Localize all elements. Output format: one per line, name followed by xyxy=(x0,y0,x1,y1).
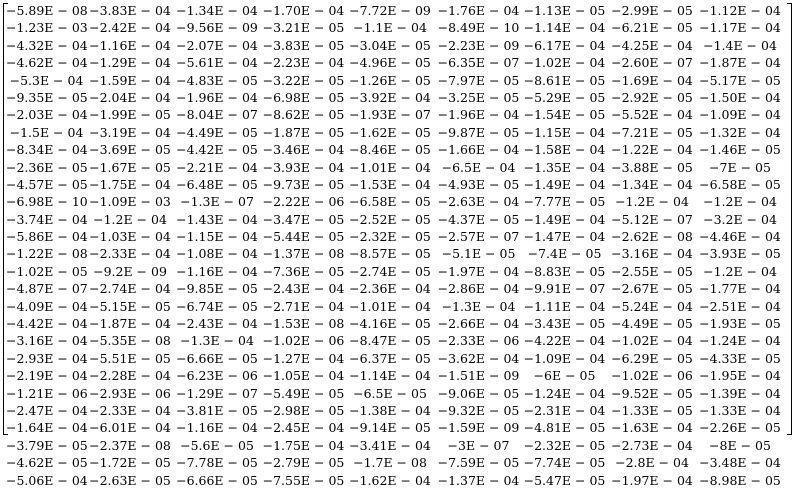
matrix-cell: −1.76E − 04 xyxy=(437,3,520,18)
matrix-cell: −3.43E − 05 xyxy=(523,316,606,332)
matrix-cell: −1.16E − 04 xyxy=(176,263,258,279)
matrix-cell: −6.98E − 05 xyxy=(262,89,345,105)
matrix-cell: −4.42E − 04 xyxy=(6,316,88,332)
matrix-cell: −1.09E − 04 xyxy=(699,107,781,123)
matrix-cell: −6.74E − 05 xyxy=(176,298,258,314)
matrix-cell: −3.16E − 04 xyxy=(6,333,88,349)
matrix-cell: −6.23E − 06 xyxy=(176,368,258,384)
matrix-cell: −3.21E − 05 xyxy=(262,20,345,36)
matrix-cell: −7.74E − 05 xyxy=(523,455,606,471)
matrix-cell: −2.63E − 05 xyxy=(89,472,171,488)
matrix-cell: −4.49E − 05 xyxy=(176,124,258,140)
matrix-cell: −7.55E − 05 xyxy=(262,472,345,488)
matrix-cell: −1.39E − 04 xyxy=(699,385,781,401)
matrix-cell: −2.37E − 08 xyxy=(89,437,171,453)
matrix-cell: −1.87E − 04 xyxy=(89,316,171,332)
matrix-cell: −5.12E − 07 xyxy=(611,211,693,227)
matrix-cell: −6E − 05 xyxy=(533,368,596,384)
matrix-cell: −2.36E − 05 xyxy=(6,159,88,175)
matrix-cell: −2.33E − 04 xyxy=(89,246,171,262)
matrix-cell: −2.86E − 04 xyxy=(437,281,520,297)
matrix-cell: −5.6E − 05 xyxy=(180,437,254,453)
matrix-cell: −4.37E − 05 xyxy=(437,211,520,227)
matrix-cell: −4.83E − 05 xyxy=(176,72,258,88)
matrix-cell: −1.3E − 04 xyxy=(180,333,254,349)
matrix-cell: −1.34E − 04 xyxy=(611,176,693,192)
matrix-cell: −1.02E − 06 xyxy=(262,333,345,349)
matrix-cell: −9.56E − 09 xyxy=(176,20,258,36)
matrix-cell: −4.33E − 05 xyxy=(699,350,781,366)
matrix-cell: −1.29E − 07 xyxy=(176,385,258,401)
matrix-cell: −1.93E − 05 xyxy=(699,316,781,332)
matrix-cell: −8.47E − 05 xyxy=(349,333,431,349)
matrix-cell: −5.44E − 05 xyxy=(262,229,345,245)
matrix-cell: −1.01E − 04 xyxy=(349,298,431,314)
matrix-cell: −5.1E − 05 xyxy=(441,246,516,262)
matrix-cell: −1.70E − 04 xyxy=(262,3,345,18)
matrix-cell: −2.36E − 04 xyxy=(349,281,431,297)
matrix-cell: −9.2E − 09 xyxy=(93,263,167,279)
matrix-grid xyxy=(6,2,792,489)
matrix-cell: −2.03E − 04 xyxy=(6,107,88,123)
matrix-cell: −1.33E − 04 xyxy=(699,402,781,418)
matrix-cell: −2.92E − 05 xyxy=(611,89,693,105)
matrix-cell: −4.22E − 04 xyxy=(523,333,606,349)
matrix-cell: −3.74E − 04 xyxy=(6,211,88,227)
matrix-cell: −3.69E − 05 xyxy=(89,142,171,158)
matrix-cell: −2.74E − 05 xyxy=(349,263,431,279)
matrix-cell: −1.2E − 04 xyxy=(703,263,777,279)
matrix-cell: −8.34E − 04 xyxy=(6,142,88,158)
matrix-cell: −5.51E − 05 xyxy=(89,350,171,366)
matrix-cell: −1.01E − 04 xyxy=(349,159,431,175)
matrix-cell: −5.86E − 04 xyxy=(6,229,88,245)
matrix-cell: −1.29E − 04 xyxy=(89,55,171,71)
matrix-cell: −2.33E − 06 xyxy=(437,333,520,349)
matrix-cell: −1.46E − 05 xyxy=(699,142,781,158)
matrix-cell: −3.92E − 04 xyxy=(349,89,431,105)
matrix-cell: −7.72E − 09 xyxy=(349,3,431,18)
matrix-cell: −1.15E − 04 xyxy=(523,124,606,140)
matrix-cell: −3.22E − 05 xyxy=(262,72,345,88)
matrix-cell: −2.23E − 04 xyxy=(262,55,345,71)
matrix-cell: −3.16E − 04 xyxy=(611,246,693,262)
matrix-cell: −3.04E − 05 xyxy=(349,37,431,53)
matrix-cell: −1.2E − 04 xyxy=(703,194,777,210)
matrix-cell: −5.06E − 04 xyxy=(6,472,88,488)
matrix-cell: −3.2E − 04 xyxy=(703,211,777,227)
matrix-cell: −1.87E − 05 xyxy=(262,124,345,140)
matrix-cell: −2.71E − 04 xyxy=(262,298,345,314)
matrix-cell: −8.83E − 05 xyxy=(523,263,606,279)
matrix-cell: −3.19E − 04 xyxy=(89,124,171,140)
matrix-cell: −9.73E − 05 xyxy=(262,176,345,192)
matrix-cell: −4.09E − 04 xyxy=(6,298,88,314)
matrix-cell: −3.48E − 04 xyxy=(699,455,781,471)
matrix-cell: −5.3E − 04 xyxy=(9,72,84,88)
matrix-cell: −5.17E − 05 xyxy=(699,72,781,88)
matrix-cell: −6.17E − 04 xyxy=(523,37,606,53)
matrix-cell: −1.51E − 09 xyxy=(437,368,520,384)
matrix-cell: −1.97E − 04 xyxy=(611,472,693,488)
matrix-cell: −6.58E − 05 xyxy=(699,176,781,192)
matrix-cell: −4.96E − 05 xyxy=(349,55,431,71)
matrix-cell: −4.49E − 05 xyxy=(611,316,693,332)
matrix-cell: −8.62E − 05 xyxy=(262,107,345,123)
matrix-cell: −6.21E − 05 xyxy=(611,20,693,36)
matrix-cell: −7.59E − 05 xyxy=(437,455,520,471)
matrix-cell: −1.7E − 08 xyxy=(353,455,427,471)
matrix-cell: −1.96E − 04 xyxy=(437,107,520,123)
matrix-cell: −9.52E − 05 xyxy=(611,385,693,401)
matrix-cell: −1.62E − 05 xyxy=(349,124,431,140)
matrix-cell: −1.95E − 04 xyxy=(699,368,781,384)
matrix-cell: −1.22E − 08 xyxy=(6,246,88,262)
matrix-cell: −2.31E − 04 xyxy=(523,402,606,418)
matrix-cell: −9.06E − 05 xyxy=(437,385,520,401)
matrix-cell: −6.58E − 05 xyxy=(349,194,431,210)
matrix-cell: −1.24E − 04 xyxy=(699,333,781,349)
matrix-cell: −4.42E − 05 xyxy=(176,142,258,158)
matrix-cell: −2.07E − 04 xyxy=(176,37,258,53)
matrix-cell: −6.5E − 05 xyxy=(353,385,427,401)
matrix-cell: −2.62E − 08 xyxy=(611,229,693,245)
matrix-cell: −1.34E − 04 xyxy=(176,3,258,18)
matrix-cell: −1.17E − 04 xyxy=(699,20,781,36)
matrix-cell: −1.24E − 04 xyxy=(523,385,606,401)
matrix-cell: −1.03E − 04 xyxy=(89,229,171,245)
matrix-cell: −4.46E − 04 xyxy=(699,229,781,245)
matrix-cell: −1.59E − 04 xyxy=(89,72,171,88)
matrix-cell: −7.77E − 05 xyxy=(523,194,606,210)
matrix-cell: −5.35E − 08 xyxy=(89,333,171,349)
matrix-cell: −7.78E − 05 xyxy=(176,455,258,471)
matrix-cell: −1.02E − 05 xyxy=(6,263,88,279)
matrix-cell: −2.52E − 05 xyxy=(349,211,431,227)
matrix-cell: −3.41E − 04 xyxy=(349,437,431,453)
matrix-cell: −5.49E − 05 xyxy=(262,385,345,401)
matrix-cell: −3.83E − 05 xyxy=(262,37,345,53)
matrix-cell: −1.37E − 04 xyxy=(437,472,520,488)
matrix-cell: −6.29E − 05 xyxy=(611,350,693,366)
matrix-cell: −4.62E − 04 xyxy=(6,55,88,71)
matrix-cell: −2.21E − 04 xyxy=(176,159,258,175)
matrix-cell: −5.89E − 08 xyxy=(6,3,88,18)
matrix-cell: −3.47E − 05 xyxy=(262,211,345,227)
matrix-cell: −1.08E − 04 xyxy=(176,246,258,262)
matrix-cell: −1.02E − 04 xyxy=(611,333,693,349)
matrix-cell: −1.05E − 04 xyxy=(262,368,345,384)
matrix-cell: −1.43E − 04 xyxy=(176,211,258,227)
matrix-cell: −1.16E − 04 xyxy=(176,420,258,436)
matrix-cell: −7E − 05 xyxy=(709,159,771,175)
matrix-cell: −1.47E − 04 xyxy=(523,229,606,245)
matrix-cell: −2.28E − 04 xyxy=(89,368,171,384)
matrix-cell: −1.11E − 04 xyxy=(523,298,606,314)
matrix-cell: −1.5E − 04 xyxy=(9,124,84,140)
matrix-cell: −3.46E − 04 xyxy=(262,142,345,158)
matrix-cell: −4.25E − 04 xyxy=(611,37,693,53)
matrix-cell: −1.49E − 04 xyxy=(523,176,606,192)
matrix-cell: −4.87E − 07 xyxy=(6,281,88,297)
matrix-cell: −1.58E − 04 xyxy=(523,142,606,158)
matrix-cell: −4.81E − 05 xyxy=(523,420,606,436)
matrix-cell: −7.36E − 05 xyxy=(262,263,345,279)
matrix-cell: −4.16E − 05 xyxy=(349,316,431,332)
matrix-cell: −8.46E − 05 xyxy=(349,142,431,158)
matrix-cell: −1.96E − 04 xyxy=(176,89,258,105)
matrix-cell: −8.61E − 05 xyxy=(523,72,606,88)
matrix-cell: −4.93E − 05 xyxy=(437,176,520,192)
matrix-cell: −1.62E − 04 xyxy=(349,472,431,488)
matrix-cell: −2.43E − 04 xyxy=(262,281,345,297)
matrix-cell: −2.04E − 04 xyxy=(89,89,171,105)
matrix-cell: −6.48E − 05 xyxy=(176,176,258,192)
matrix-cell: −1.3E − 07 xyxy=(180,194,254,210)
matrix-cell: −1.77E − 04 xyxy=(699,281,781,297)
matrix-cell: −3.93E − 05 xyxy=(699,246,781,262)
matrix-cell: −1.63E − 04 xyxy=(611,420,693,436)
matrix-cell: −1.67E − 05 xyxy=(89,159,171,175)
matrix-cell: −1.13E − 05 xyxy=(523,3,606,18)
matrix-cell: −2.74E − 04 xyxy=(89,281,171,297)
matrix-cell: −9.35E − 05 xyxy=(6,89,88,105)
matrix-cell: −9.87E − 05 xyxy=(437,124,520,140)
matrix-cell: −1.2E − 04 xyxy=(615,194,689,210)
matrix-cell: −1.93E − 07 xyxy=(349,107,431,123)
matrix-cell: −5.61E − 04 xyxy=(176,55,258,71)
matrix-cell: −1.64E − 04 xyxy=(6,420,88,436)
matrix-cell: −3.83E − 04 xyxy=(89,3,171,18)
matrix-cell: −1.97E − 04 xyxy=(437,263,520,279)
matrix-cell: −2.93E − 06 xyxy=(89,385,171,401)
matrix-cell: −1.15E − 04 xyxy=(176,229,258,245)
matrix-cell: −1.09E − 04 xyxy=(523,350,606,366)
matrix-cell: −1.1E − 04 xyxy=(353,20,427,36)
matrix-cell: −2.32E − 05 xyxy=(349,229,431,245)
matrix-cell: −8.04E − 07 xyxy=(176,107,258,123)
matrix-cell: −5.29E − 05 xyxy=(523,89,606,105)
matrix-cell: −4.62E − 05 xyxy=(6,455,88,471)
matrix-cell: −5.52E − 04 xyxy=(611,107,693,123)
matrix-cell: −1.53E − 04 xyxy=(349,176,431,192)
matrix-cell: −2.45E − 04 xyxy=(262,420,345,436)
matrix-cell: −6.98E − 10 xyxy=(6,194,88,210)
matrix-cell: −1.21E − 06 xyxy=(6,385,88,401)
matrix-cell: −1.75E − 04 xyxy=(262,437,345,453)
matrix-cell: −7.4E − 05 xyxy=(527,246,602,262)
matrix-cell: −1.87E − 04 xyxy=(699,55,781,71)
matrix-cell: −2.57E − 07 xyxy=(437,229,520,245)
matrix-cell: −6.35E − 07 xyxy=(437,55,520,71)
matrix-cell: −1.02E − 04 xyxy=(523,55,606,71)
matrix-cell: −1.72E − 05 xyxy=(89,455,171,471)
matrix-cell: −9.14E − 05 xyxy=(349,420,431,436)
matrix-cell: −1.27E − 04 xyxy=(262,350,345,366)
matrix-cell: −1.33E − 05 xyxy=(611,402,693,418)
right-bracket xyxy=(787,3,792,435)
matrix-cell: −2.63E − 04 xyxy=(437,194,520,210)
matrix-cell: −3.93E − 04 xyxy=(262,159,345,175)
matrix-cell: −1.49E − 04 xyxy=(523,211,606,227)
matrix-cell: −2.67E − 05 xyxy=(611,281,693,297)
matrix-cell: −1.2E − 04 xyxy=(93,211,167,227)
matrix-cell: −1.12E − 04 xyxy=(699,3,781,18)
matrix-cell: −1.4E − 04 xyxy=(703,37,777,53)
matrix-cell: −2.99E − 05 xyxy=(611,3,693,18)
matrix-cell: −1.37E − 08 xyxy=(262,246,345,262)
matrix-cell: −5.47E − 05 xyxy=(523,472,606,488)
matrix-cell: −2.47E − 04 xyxy=(6,402,88,418)
matrix-cell: −8E − 05 xyxy=(709,437,771,453)
matrix-cell: −1.59E − 09 xyxy=(437,420,520,436)
matrix-cell: −1.14E − 04 xyxy=(349,368,431,384)
matrix-cell: −2.55E − 05 xyxy=(611,263,693,279)
matrix-cell: −2.73E − 04 xyxy=(611,437,693,453)
matrix-cell: −1.53E − 08 xyxy=(262,316,345,332)
matrix-cell: −2.51E − 04 xyxy=(699,298,781,314)
matrix-cell: −1.22E − 04 xyxy=(611,142,693,158)
matrix-cell: −1.38E − 04 xyxy=(349,402,431,418)
matrix-cell: −1.35E − 04 xyxy=(523,159,606,175)
matrix-cell: −1.16E − 04 xyxy=(89,37,171,53)
matrix-cell: −7.21E − 05 xyxy=(611,124,693,140)
matrix-cell: −1.75E − 04 xyxy=(89,176,171,192)
matrix-cell: −5.15E − 05 xyxy=(89,298,171,314)
matrix-cell: −8.98E − 05 xyxy=(699,472,781,488)
matrix-cell: −2.22E − 06 xyxy=(262,194,345,210)
matrix-cell: −1.09E − 03 xyxy=(89,194,171,210)
matrix-cell: −9.91E − 07 xyxy=(523,281,606,297)
matrix-cell: −9.85E − 05 xyxy=(176,281,258,297)
matrix-cell: −5.24E − 04 xyxy=(611,298,693,314)
matrix-cell: −2.8E − 04 xyxy=(615,455,689,471)
matrix-cell: −3E − 07 xyxy=(447,437,510,453)
matrix-cell: −1.32E − 04 xyxy=(699,124,781,140)
matrix-cell: −3.62E − 04 xyxy=(437,350,520,366)
matrix-cell: −6.5E − 04 xyxy=(441,159,516,175)
matrix-cell: −3.81E − 05 xyxy=(176,402,258,418)
matrix-cell: −2.98E − 05 xyxy=(262,402,345,418)
matrix-cell: −6.66E − 05 xyxy=(176,472,258,488)
matrix-cell: −4.32E − 04 xyxy=(6,37,88,53)
matrix-cell: −2.26E − 05 xyxy=(699,420,781,436)
matrix-cell: −2.23E − 09 xyxy=(437,37,520,53)
matrix-cell: −2.19E − 04 xyxy=(6,368,88,384)
matrix-cell: −1.54E − 05 xyxy=(523,107,606,123)
matrix-cell: −7.97E − 05 xyxy=(437,72,520,88)
matrix-cell: −6.37E − 05 xyxy=(349,350,431,366)
matrix-cell: −3.25E − 05 xyxy=(437,89,520,105)
matrix-cell: −2.79E − 05 xyxy=(262,455,345,471)
matrix-cell: −8.49E − 10 xyxy=(437,20,520,36)
matrix-cell: −1.3E − 04 xyxy=(441,298,516,314)
matrix-cell: −2.93E − 04 xyxy=(6,350,88,366)
matrix-cell: −2.33E − 04 xyxy=(89,402,171,418)
matrix-cell: −1.50E − 04 xyxy=(699,89,781,105)
matrix-cell: −9.32E − 05 xyxy=(437,402,520,418)
matrix-cell: −1.26E − 05 xyxy=(349,72,431,88)
matrix-cell: −1.14E − 04 xyxy=(523,20,606,36)
matrix-cell: −1.69E − 04 xyxy=(611,72,693,88)
matrix-cell: −2.32E − 05 xyxy=(523,437,606,453)
matrix-cell: −2.43E − 04 xyxy=(176,316,258,332)
matrix-cell: −3.88E − 05 xyxy=(611,159,693,175)
matrix-cell: −2.60E − 07 xyxy=(611,55,693,71)
matrix-cell: −6.01E − 04 xyxy=(89,420,171,436)
matrix-cell: −1.99E − 05 xyxy=(89,107,171,123)
matrix-cell: −2.42E − 04 xyxy=(89,20,171,36)
matrix-cell: −1.23E − 03 xyxy=(6,20,88,36)
matrix-cell: −1.66E − 04 xyxy=(437,142,520,158)
matrix-cell: −4.57E − 05 xyxy=(6,176,88,192)
matrix-cell: −2.66E − 04 xyxy=(437,316,520,332)
matrix-cell: −6.66E − 05 xyxy=(176,350,258,366)
matrix-cell: −1.02E − 06 xyxy=(611,368,693,384)
matrix-cell: −3.79E − 05 xyxy=(6,437,88,453)
matrix-cell: −8.57E − 05 xyxy=(349,246,431,262)
